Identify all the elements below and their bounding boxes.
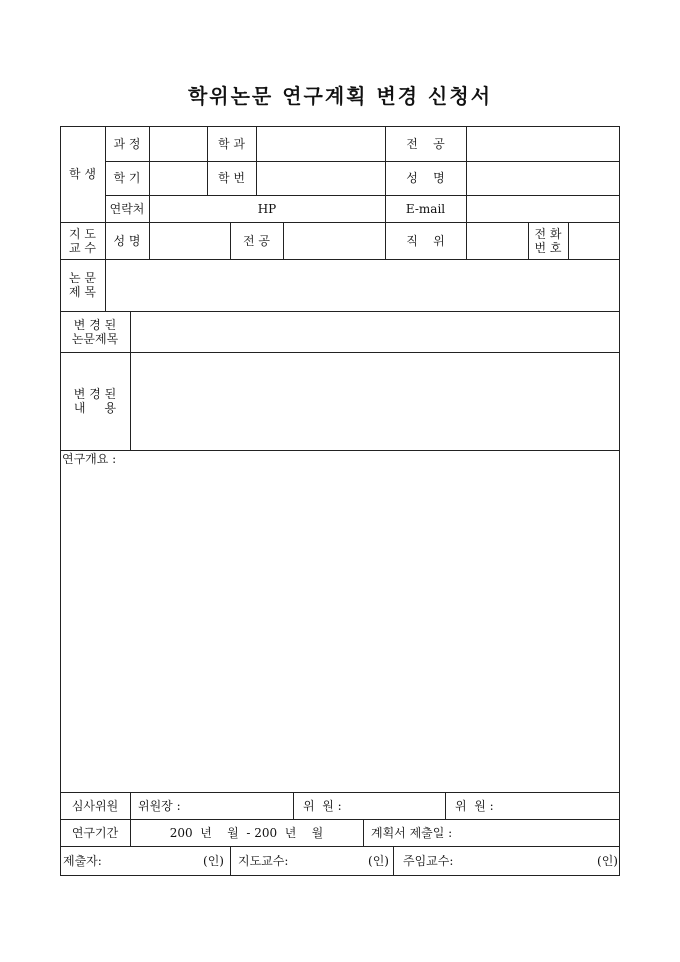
student-name-label: 성 명: [406, 171, 445, 185]
advisor-name-label: 성 명: [113, 233, 141, 248]
changed-title-line2: 논문제목: [71, 331, 119, 346]
changed-title-input[interactable]: [130, 311, 620, 352]
committee-member2-field[interactable]: [445, 792, 620, 819]
advisor-seal: (인): [368, 854, 389, 868]
student-no-input[interactable]: [256, 161, 385, 195]
thesis-title-line2: 제 목: [69, 285, 96, 299]
committee-member1-field[interactable]: [293, 792, 445, 819]
dept-input[interactable]: [256, 126, 385, 161]
submitter-seal: (인): [203, 854, 224, 868]
research-overview-label: 연구개요 :: [62, 452, 117, 466]
chief-signature[interactable]: [393, 846, 620, 876]
course-input[interactable]: [149, 126, 207, 161]
committee-label: 심사위원: [71, 798, 119, 813]
semester-input[interactable]: [149, 161, 207, 195]
email-input[interactable]: [466, 195, 620, 222]
committee-member2-label: 위 원 :: [455, 798, 494, 813]
chief-sign-label: 주임교수:: [403, 854, 454, 868]
committee-chair-label: 위원장 :: [138, 798, 181, 813]
course-label: 과 정: [113, 136, 141, 151]
changed-content-label: [60, 352, 130, 450]
thesis-title-line1: 논 문: [69, 271, 96, 285]
changed-title-line1: 변 경 된: [73, 317, 117, 332]
student-section-label: 학 생: [69, 167, 96, 181]
hp-label: HP: [257, 201, 277, 216]
major-label: 전 공: [406, 136, 445, 151]
student-no-label: 학 번: [218, 171, 245, 185]
advisor-phone-line1: 전 화: [534, 226, 562, 241]
advisor-section-line1: 지 도: [69, 226, 96, 241]
semester-label: 학 기: [113, 171, 141, 185]
committee-chair-field[interactable]: [130, 792, 293, 819]
advisor-signature[interactable]: [230, 846, 393, 876]
research-overview-area[interactable]: [60, 450, 620, 792]
changed-content-input[interactable]: [130, 352, 620, 450]
chief-seal: (인): [597, 854, 618, 868]
changed-title-label: [60, 311, 130, 352]
advisor-position-label: 직 위: [406, 233, 445, 248]
period-label: 연구기간: [71, 825, 119, 840]
advisor-phone-input[interactable]: [568, 222, 620, 259]
changed-content-line1: 변 경 된: [73, 387, 117, 401]
advisor-position-input[interactable]: [466, 222, 528, 259]
period-value[interactable]: 200 년 월 - 200 년 월: [169, 825, 324, 840]
advisor-section-line2: 교 수: [69, 240, 96, 255]
submitter-signature[interactable]: [60, 846, 230, 876]
advisor-major-label: 전 공: [243, 233, 270, 248]
page-title: 학위논문 연구계획 변경 신청서: [187, 84, 493, 108]
contact-label: 연락처: [109, 201, 145, 216]
student-name-input[interactable]: [466, 161, 620, 195]
submit-date-label: 계획서 제출일 :: [371, 825, 453, 840]
dept-label: 학 과: [218, 136, 245, 151]
advisor-name-input[interactable]: [149, 222, 230, 259]
advisor-phone-line2: 번 호: [534, 240, 562, 255]
email-label: E-mail: [405, 201, 446, 216]
thesis-title-input[interactable]: [105, 259, 620, 311]
changed-content-line2: 내 용: [73, 401, 117, 415]
advisor-section-label: [60, 222, 105, 259]
advisor-phone-label: [528, 222, 568, 259]
committee-member1-label: 위 원 :: [303, 798, 342, 813]
submit-date-field[interactable]: [363, 819, 620, 846]
advisor-major-input[interactable]: [283, 222, 385, 259]
submitter-label: 제출자:: [63, 854, 102, 868]
advisor-sign-label: 지도교수:: [238, 854, 289, 868]
major-input[interactable]: [466, 126, 620, 161]
thesis-title-label: [60, 259, 105, 311]
